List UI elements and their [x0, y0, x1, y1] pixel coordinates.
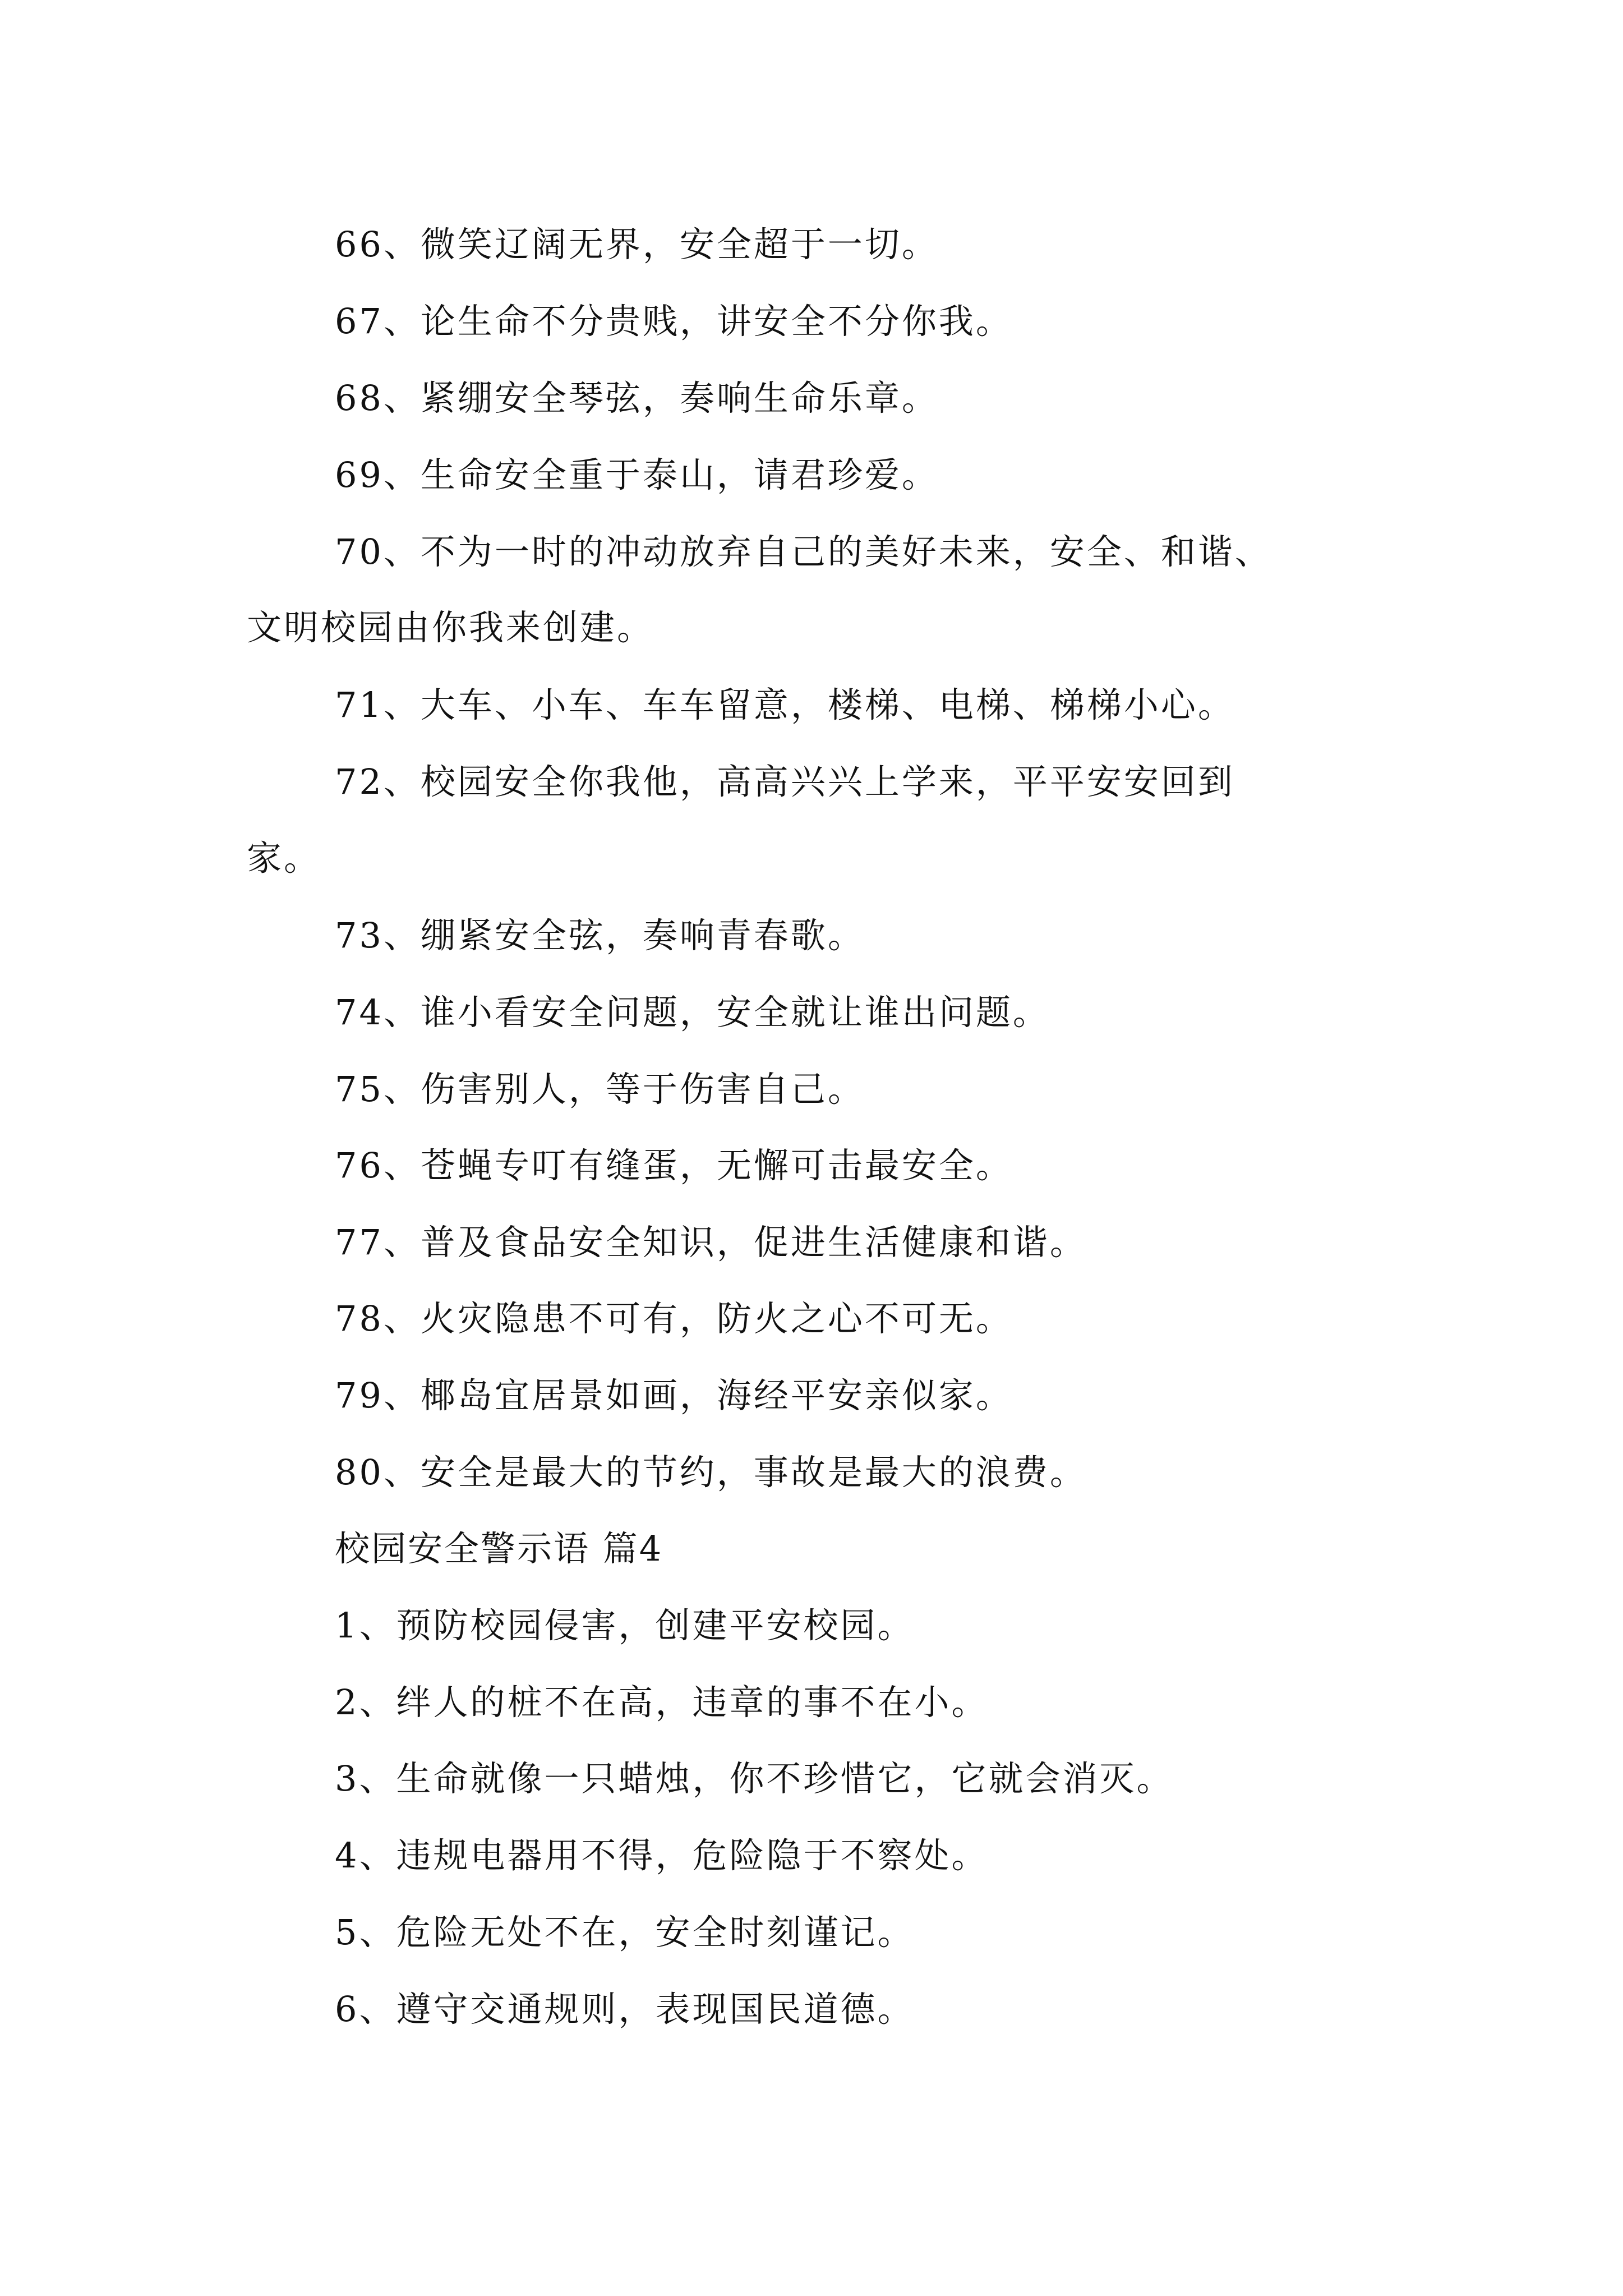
slogan-67: 67、论生命不分贵贱，讲安全不分你我。: [335, 301, 1013, 342]
slogan-1: 1、预防校园侵害，创建平安校园。: [335, 1605, 915, 1646]
section-heading: 校园安全警示语 篇4: [335, 1528, 663, 1569]
slogan-72-continued: 家。: [247, 838, 321, 878]
slogan-69: 69、生命安全重于泰山，请君珍爱。: [335, 454, 939, 495]
slogan-75: 75、伤害别人，等于伤害自己。: [335, 1069, 865, 1110]
slogan-4: 4、违规电器用不得，危险隐于不察处。: [335, 1835, 989, 1876]
slogan-2: 2、绊人的桩不在高，违章的事不在小。: [335, 1682, 989, 1723]
slogan-70-continued: 文明校园由你我来创建。: [247, 607, 654, 648]
slogan-80: 80、安全是最大的节约，事故是最大的浪费。: [335, 1452, 1087, 1493]
slogan-77: 77、普及食品安全知识，促进生活健康和谐。: [335, 1222, 1087, 1263]
slogan-5: 5、危险无处不在，安全时刻谨记。: [335, 1912, 915, 1953]
slogan-72: 72、校园安全你我他，高高兴兴上学来，平平安安回到: [335, 761, 1235, 802]
slogan-3: 3、生命就像一只蜡烛，你不珍惜它，它就会消灭。: [335, 1758, 1174, 1799]
slogan-78: 78、火灾隐患不可有，防火之心不可无。: [335, 1298, 1013, 1339]
slogan-6: 6、遵守交通规则，表现国民道德。: [335, 1989, 915, 2030]
slogan-68: 68、紧绷安全琴弦，奏响生命乐章。: [335, 378, 939, 418]
slogan-66: 66、微笑辽阔无界，安全超于一切。: [335, 224, 939, 265]
slogan-79: 79、椰岛宜居景如画，海经平安亲似家。: [335, 1375, 1013, 1416]
slogan-76: 76、苍蝇专叮有缝蛋，无懈可击最安全。: [335, 1145, 1013, 1186]
slogan-71: 71、大车、小车、车车留意，楼梯、电梯、梯梯小心。: [335, 684, 1235, 725]
slogan-70: 70、不为一时的冲动放弃自己的美好未来，安全、和谐、: [335, 531, 1272, 572]
slogan-74: 74、谁小看安全问题，安全就让谁出问题。: [335, 992, 1050, 1033]
slogan-73: 73、绷紧安全弦，奏响青春歌。: [335, 915, 865, 956]
